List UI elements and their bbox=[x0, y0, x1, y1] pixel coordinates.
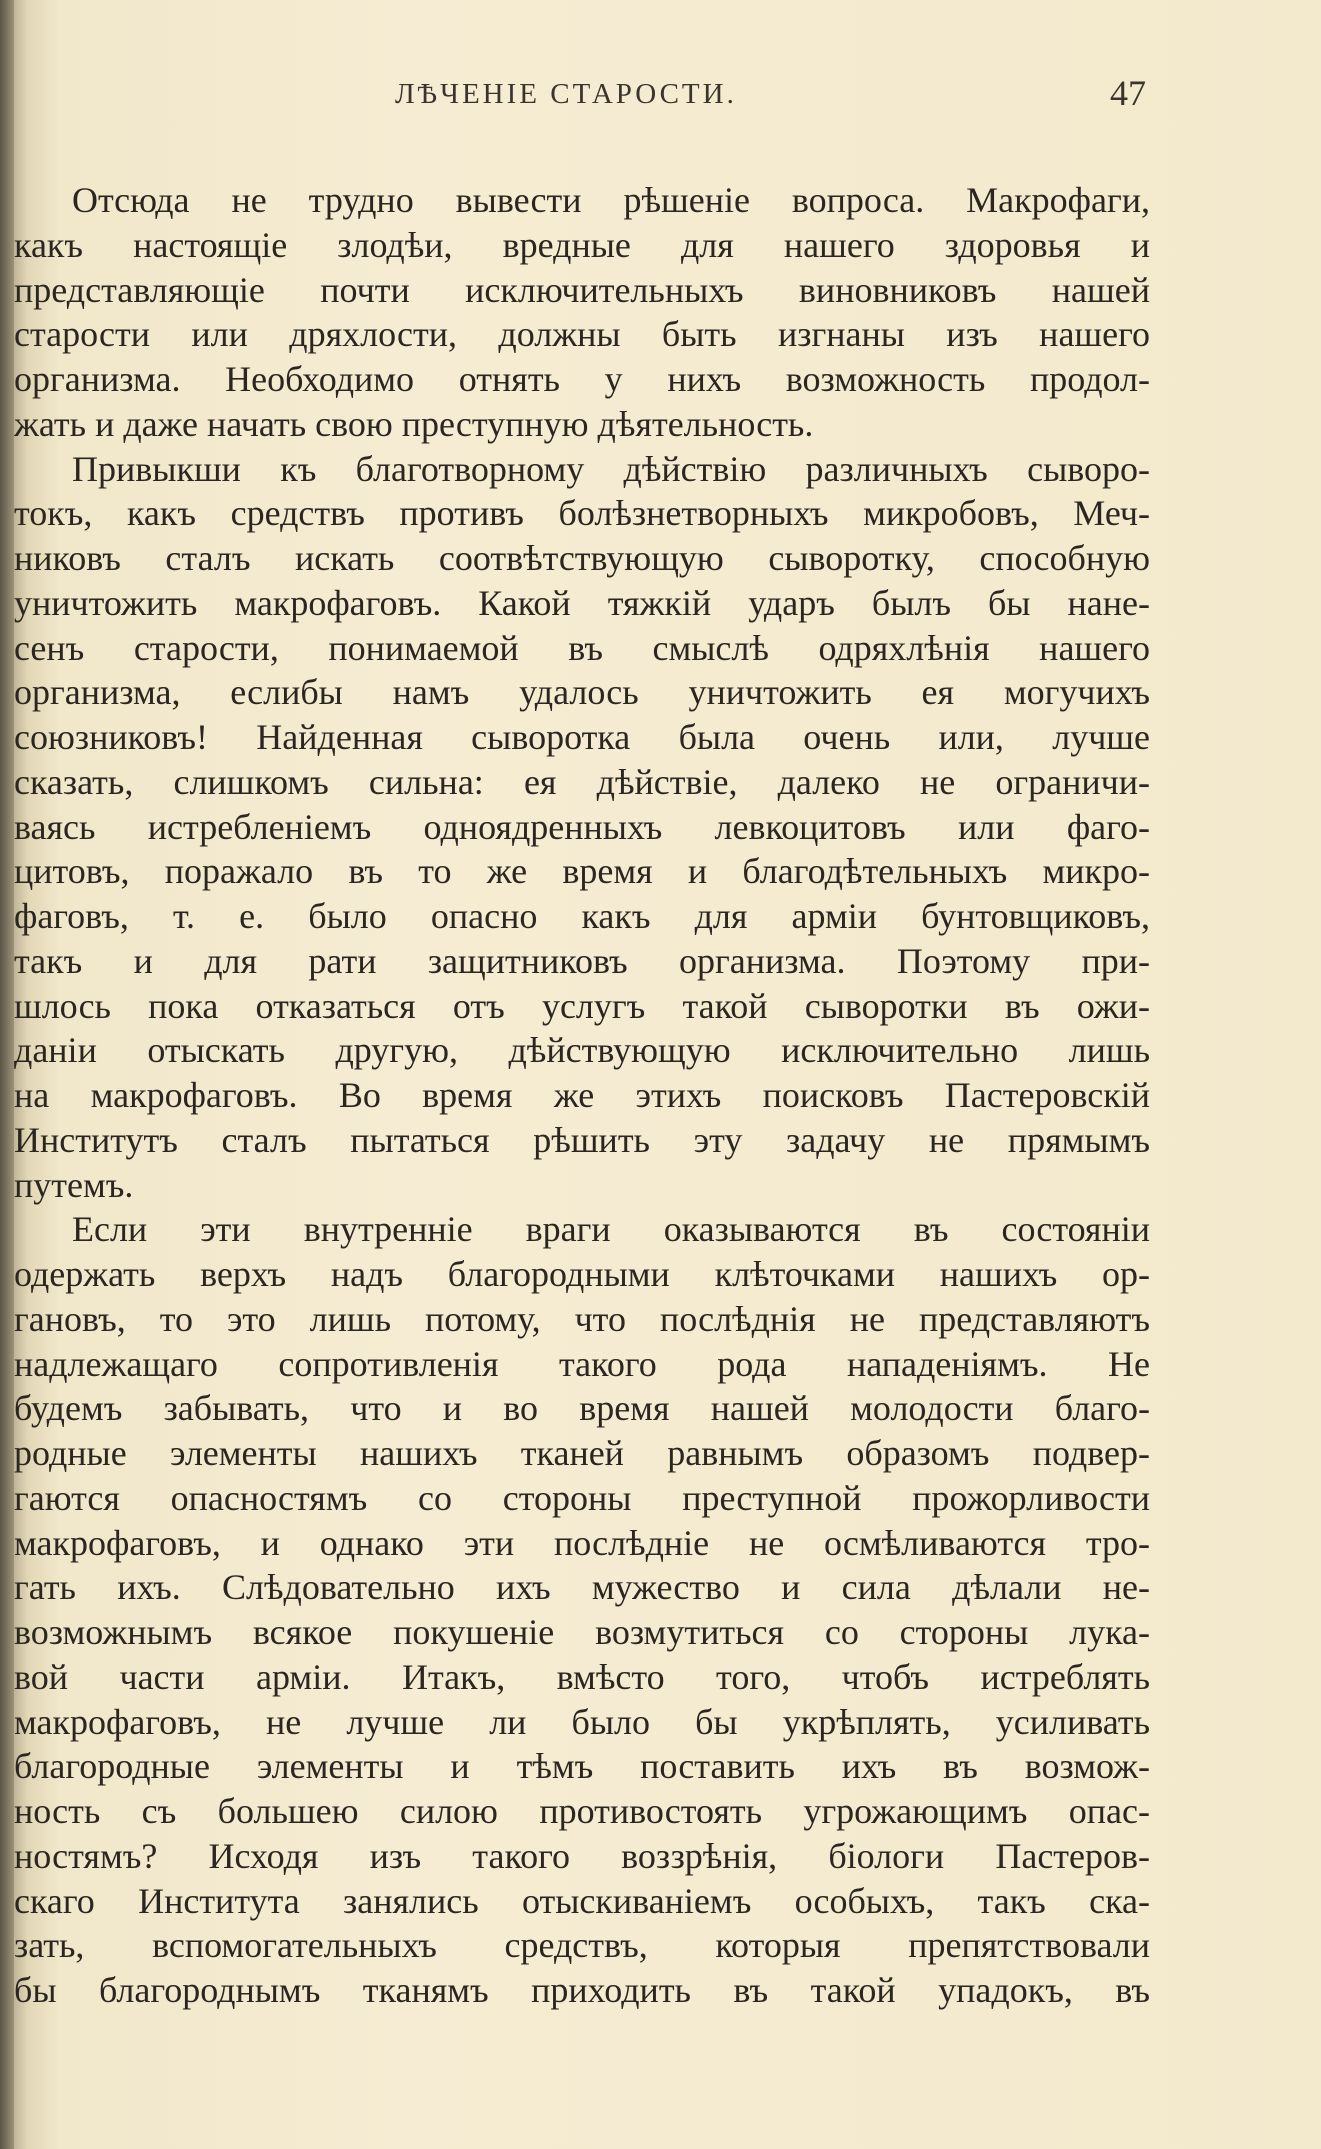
text-line: представляющіе почти исключительныхъ виновниковъ нашей bbox=[14, 269, 1150, 310]
text-line: даніи отыскать другую, дѣйствующую исключительно лишь bbox=[14, 1030, 1150, 1071]
text-line: токъ, какъ средствъ противъ болѣзнетворныхъ микробовъ, Меч- bbox=[14, 493, 1150, 534]
text-line: одержать верхъ надъ благородными клѣточками нашихъ ор- bbox=[14, 1254, 1150, 1294]
text-line: макрофаговъ, и однако эти послѣдніе не осмѣливаются тро- bbox=[14, 1522, 1150, 1563]
text-line: гать ихъ. Слѣдовательно ихъ мужество и сила дѣлали не- bbox=[14, 1567, 1150, 1608]
text-line: возможнымъ всякое покушеніе возмутиться со стороны лука- bbox=[14, 1612, 1150, 1652]
text-line: Отсюда не трудно вывести рѣшеніе вопроса. Макрофаги, bbox=[72, 180, 1150, 220]
text-line: гаются опасностямъ со стороны преступной прожорливости bbox=[14, 1477, 1150, 1518]
text-line: фаговъ, т. е. было опасно какъ для арміи бунтовщиковъ, bbox=[14, 896, 1150, 936]
running-head: ЛѢЧЕНІЕ СТАРОСТИ. bbox=[395, 78, 737, 110]
body-text bbox=[14, 178, 1150, 2013]
text-line: скаго Института занялись отыскиваніемъ особыхъ, такъ ска- bbox=[14, 1880, 1150, 1921]
text-line: на макрофаговъ. Во время же этихъ поисковъ Пастеровскій bbox=[14, 1075, 1150, 1115]
text-line: шлось пока отказаться отъ услугъ такой сыворотки въ ожи- bbox=[14, 985, 1150, 1026]
text-line: уничтожить макрофаговъ. Какой тяжкій ударъ былъ бы нане- bbox=[14, 582, 1150, 623]
text-line: Институтъ сталъ пытаться рѣшить эту задачу не прямымъ bbox=[14, 1119, 1150, 1160]
text-line: союзниковъ! Найденная сыворотка была очень или, лучше bbox=[14, 717, 1150, 757]
text-line: Если эти внутренніе враги оказываются въ состояніи bbox=[72, 1209, 1150, 1250]
text-line: путемъ. bbox=[14, 1164, 134, 1205]
text-line: ваясь истребленіемъ одноядренныхъ левкоцитовъ или фаго- bbox=[14, 806, 1150, 847]
page-number: 47 bbox=[1110, 73, 1146, 113]
text-line: сказать, слишкомъ сильна: ея дѣйствіе, далеко не ограничи- bbox=[14, 761, 1150, 802]
text-line: будемъ забывать, что и во время нашей молодости благо- bbox=[14, 1388, 1150, 1429]
text-line: сенъ старости, понимаемой въ смыслѣ одряхлѣнія нашего bbox=[14, 627, 1150, 668]
text-line: благородные элементы и тѣмъ поставить ихъ въ возмож- bbox=[14, 1746, 1150, 1787]
text-line: макрофаговъ, не лучше ли было бы укрѣплять, усиливать bbox=[14, 1701, 1150, 1742]
text-line: ностямъ? Исходя изъ такого воззрѣнія, біологи Пастеров- bbox=[14, 1835, 1150, 1876]
text-line: организма, еслибы намъ удалось уничтожить ея могучихъ bbox=[14, 672, 1150, 713]
text-line: цитовъ, поражало въ то же время и благодѣтельныхъ микро- bbox=[14, 851, 1150, 892]
text-line: гановъ, то это лишь потому, что послѣднія не представляютъ bbox=[14, 1298, 1150, 1339]
text-line: жать и даже начать свою преступную дѣятельность. bbox=[14, 403, 814, 444]
text-line: организма. Необходимо отнять у нихъ возможность продол- bbox=[14, 359, 1150, 399]
text-line: родные элементы нашихъ тканей равнымъ образомъ подвер- bbox=[14, 1433, 1150, 1473]
text-line: такъ и для рати защитниковъ организма. Поэтому при- bbox=[14, 940, 1150, 981]
page-binding-edge bbox=[0, 0, 14, 2149]
text-line: ность съ большею силою противостоять угрожающимъ опас- bbox=[14, 1791, 1150, 1831]
text-line: зать, вспомогательныхъ средствъ, которыя препятствовали bbox=[14, 1925, 1150, 1966]
text-line: какъ настоящіе злодѣи, вредные для нашего здоровья и bbox=[14, 224, 1150, 265]
text-line: надлежащаго сопротивленія такого рода нападеніямъ. Не bbox=[14, 1343, 1150, 1384]
text-line: вой части арміи. Итакъ, вмѣсто того, чтобъ истреблять bbox=[14, 1656, 1150, 1697]
text-line: старости или дряхлости, должны быть изгнаны изъ нашего bbox=[14, 314, 1150, 355]
text-line: никовъ сталъ искать соотвѣтствующую сыворотку, способную bbox=[14, 538, 1150, 578]
text-line: Привыкши къ благотворному дѣйствію различныхъ сыворо- bbox=[72, 448, 1150, 489]
text-line: бы благороднымъ тканямъ приходить въ такой упадокъ, въ bbox=[14, 1970, 1150, 2010]
